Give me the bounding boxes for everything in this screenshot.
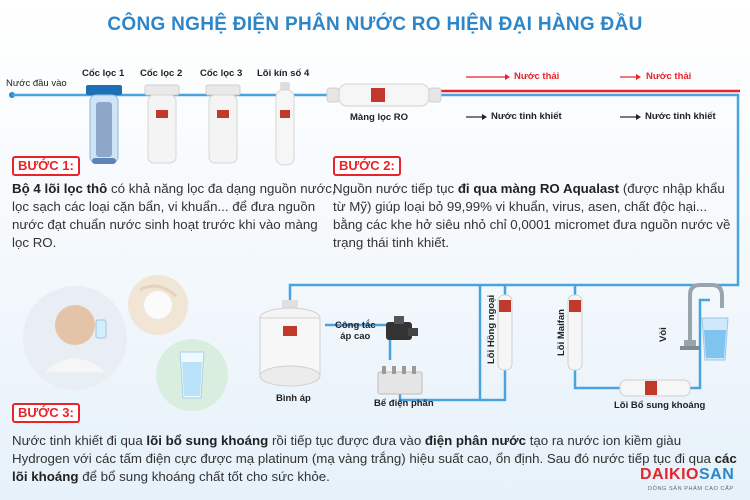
step-1-body: có khả năng lọc đa dạng nguồn nước, lọc sạch các loại cặn bẩn, vi khuẩn... để đưa nguồn nước đạt chuẩn nước sinh hoạt trước khi vào màng lọc RO. — [12, 181, 336, 250]
glass-water-photo — [156, 339, 228, 411]
electrolysis-label: Bể điện phân — [374, 398, 434, 409]
electrolysis-chamber-icon — [378, 366, 422, 394]
lower-pipe — [290, 260, 738, 305]
step-3-b3: các lõi khoáng — [12, 451, 737, 484]
step-2-pre: Nguồn nước tiếp tục — [333, 181, 458, 196]
pressure-switch-icon — [386, 316, 418, 340]
step-1-bold: Bộ 4 lõi lọc thô — [12, 181, 108, 196]
filter-3-label: Cốc lọc 3 — [200, 68, 243, 79]
tank-label: Bình áp — [276, 393, 311, 404]
step-3-b2: điện phân nước — [424, 433, 526, 448]
maifan-cartridge-icon — [568, 295, 582, 370]
step-3-b1: lõi bổ sung khoáng — [146, 433, 269, 448]
brand-logo — [640, 466, 734, 484]
step-2-badge: BƯỚC 2: — [333, 156, 401, 176]
filter-3-icon — [206, 85, 240, 163]
step-2-body: (được nhập khẩu từ Mỹ) giúp loại bỏ 99,99% vi khuẩn, virus, asen, chất độc hại... bằng các khe hở siêu nhỏ chỉ 0,0001 micromet đưa nguồn nước về trạng thái tinh khiết. — [333, 181, 731, 250]
pure-water-label-2: Nước tinh khiết — [645, 111, 716, 122]
infrared-cartridge-icon — [498, 295, 512, 370]
waste-water-label-2: Nước thải — [646, 71, 692, 82]
brand-logo-main: DAIKIO — [640, 466, 699, 483]
step-3-t3: tạo ra nước ion kiềm giàu Hydrogen với các tấm điện cực được mạ platinum (mạ vàng trắng) hiệu suất cao, ổn định. Sau đó nước tiếp tục đi qua — [12, 433, 715, 466]
water-glass-icon — [702, 318, 728, 360]
step-2-bold: đi qua màng RO Aqualast — [457, 181, 620, 196]
filter-1-icon — [86, 85, 122, 164]
maifan-label: Lõi Maifan — [556, 309, 567, 356]
mineral-label: Lõi Bổ sung khoáng — [614, 400, 706, 411]
filter-2-label: Cốc lọc 2 — [140, 68, 183, 79]
step-3-text — [12, 432, 740, 486]
pure-water-label-1: Nước tinh khiết — [491, 111, 562, 122]
step-3-badge: BƯỚC 3: — [12, 403, 80, 423]
brand-slogan: DÒNG SẢN PHẨM CAO CẤP — [648, 486, 734, 492]
faucet-label: Vòi — [658, 327, 669, 342]
woman-drinking-photo — [23, 286, 127, 390]
mineral-cartridge-icon — [620, 380, 690, 396]
pressure-switch-label: Công tắc áp cao — [335, 320, 376, 342]
infrared-label: Lõi Hồng ngoại — [486, 294, 497, 364]
filter-1-label: Cốc lọc 1 — [82, 68, 125, 79]
step-3-t4: để bổ sung khoáng chất tốt cho sức khỏe. — [78, 469, 330, 484]
input-water-label: Nước đầu vào — [6, 78, 67, 89]
pressure-tank-icon — [260, 300, 320, 386]
ro-membrane-icon — [327, 84, 441, 106]
step-2-text — [333, 180, 733, 252]
step-3-t1: Nước tinh khiết đi qua — [12, 433, 147, 448]
filter-4-icon — [276, 82, 294, 165]
step-1-badge: BƯỚC 1: — [12, 156, 80, 176]
filter-2-icon — [145, 85, 179, 163]
waste-water-label-1: Nước thải — [514, 71, 560, 82]
brand-logo-accent: SAN — [699, 466, 735, 483]
ro-membrane-label: Màng lọc RO — [350, 112, 409, 123]
water-splash-photo — [128, 275, 188, 335]
filter-4-label: Lõi kín số 4 — [257, 68, 310, 79]
step-3-t2: rồi tiếp tục được đưa vào — [268, 433, 425, 448]
step-1-text — [12, 180, 337, 252]
page-title: CÔNG NGHỆ ĐIỆN PHÂN NƯỚC RO HIỆN ĐẠI HÀNG ĐẦU — [107, 14, 643, 35]
